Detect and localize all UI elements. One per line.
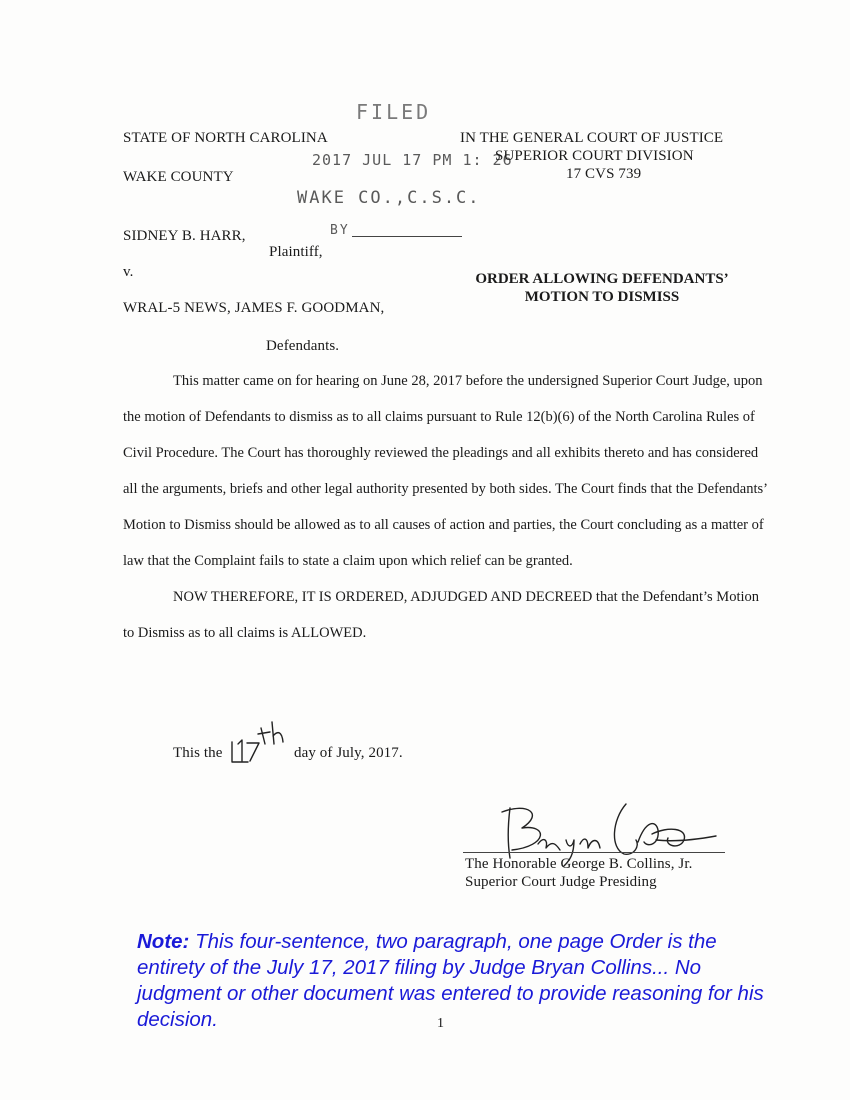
filed-stamp-court: WAKE CO.,C.S.C.	[297, 188, 481, 208]
order-title	[462, 270, 742, 306]
judge-name: The Honorable George B. Collins, Jr.	[465, 856, 693, 872]
plaintiff-name: SIDNEY B. HARR,	[123, 228, 246, 244]
order-title-line1: ORDER ALLOWING DEFENDANTS’	[475, 271, 729, 287]
court-division: SUPERIOR COURT DIVISION	[495, 148, 694, 164]
filed-stamp: FILED	[356, 100, 432, 124]
editor-note	[137, 929, 777, 1033]
defendants-name: WRAL-5 NEWS, JAMES F. GOODMAN,	[123, 300, 385, 316]
court-name: IN THE GENERAL COURT OF JUSTICE	[460, 130, 724, 146]
note-label: Note:	[137, 930, 190, 953]
order-body	[123, 363, 773, 651]
body-paragraph-2: NOW THEREFORE, IT IS ORDERED, ADJUDGED AND DECREED that the Defendant’s Motion to Dismiss as to all claims is ALLOWED.	[123, 589, 760, 641]
caption-state: STATE OF NORTH CAROLINA	[123, 130, 328, 146]
handwritten-day	[228, 720, 298, 766]
plaintiff-label: Plaintiff,	[269, 244, 323, 260]
order-title-line2: MOTION TO DISMISS	[524, 289, 680, 305]
defendants-label: Defendants.	[266, 338, 340, 354]
caption-county: WAKE COUNTY	[123, 169, 234, 185]
filed-stamp-date: 2017 JUL 17 PM 1: 26	[312, 151, 513, 169]
case-number: 17 CVS 739	[566, 166, 642, 182]
dated-prefix: This the	[173, 745, 223, 761]
filed-stamp-by: BY	[330, 223, 350, 238]
page-number: 1	[437, 1016, 445, 1031]
judge-title: Superior Court Judge Presiding	[465, 874, 657, 890]
dated-suffix: day of July, 2017.	[294, 745, 403, 761]
note-text: This four-sentence, two paragraph, one page Order is the entirety of the July 17, 2017 filing by Judge Bryan Collins... No judgment or other document was entered to provide reasoning for his decision.	[137, 930, 764, 1031]
filed-stamp-line	[352, 236, 462, 237]
body-paragraph-1: This matter came on for hearing on June 28, 2017 before the undersigned Superior Court Judge, upon the motion of Defendants to dismiss as to all claims pursuant to Rule 12(b)(6) of the North Carolina Rules of Civil Procedure. The Court has thoroughly reviewed the pleadings and all exhibits thereto and has considered all the arguments, briefs and other legal authority presented by both sides. The Court finds that the Defendants’ Motion to Dismiss should be allowed as to all causes of action and parties, the Court concluding as a matter of law that the Complaint fails to state a claim upon which relief can be granted.	[123, 373, 767, 569]
signature-line	[463, 852, 725, 853]
versus: v.	[123, 264, 134, 280]
